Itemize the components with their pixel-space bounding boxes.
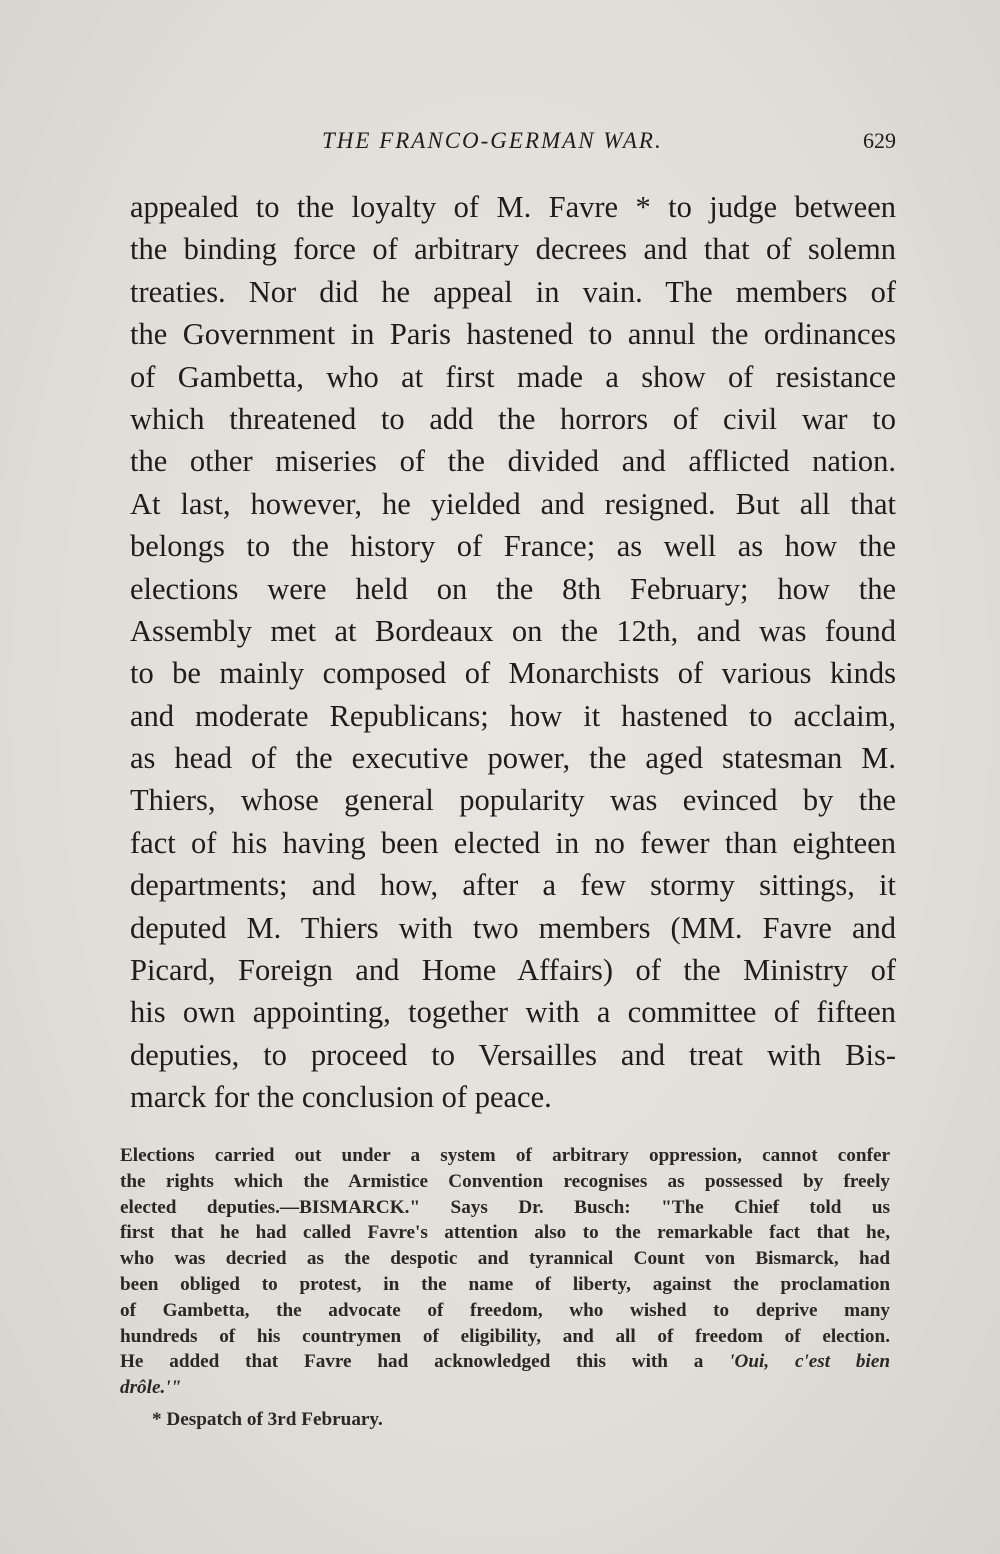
body-line: the Government in Paris hastened to annul the ordinances [130, 317, 896, 352]
footnote-french-quote: 'Oui, c'est bien [729, 1351, 891, 1373]
body-line: Assembly met at Bordeaux on the 12th, and was found [130, 613, 896, 648]
page-number: 629 [863, 128, 896, 153]
body-line: departments; and how, after a few stormy sittings, it [130, 868, 896, 903]
body-line: and moderate Republicans; how it hastened to acclaim, [130, 698, 896, 733]
footnote-line-with-quote [120, 1349, 890, 1375]
body-line: appealed to the loyalty of M. Favre * to judge between [130, 190, 896, 224]
footnote-line: who was decried as the despotic and tyrannical Count von Bismarck, had [120, 1248, 890, 1270]
body-line: Picard, Foreign and Home Affairs) of the Ministry of [130, 953, 896, 988]
body-line: as head of the executive power, the aged statesman M. [130, 741, 896, 776]
body-line: the other miseries of the divided and afflicted nation. [130, 444, 896, 479]
body-text [130, 186, 896, 1119]
body-line: of Gambetta, who at first made a show of resistance [130, 359, 896, 394]
footnote-line-text: He added that Favre had acknowledged this with a [120, 1351, 704, 1373]
body-line: his own appointing, together with a committee of fifteen [130, 995, 896, 1030]
body-line: deputies, to proceed to Versailles and treat with Bis- [130, 1037, 896, 1072]
body-line: elections were held on the 8th February; how the [130, 571, 896, 606]
body-line: the binding force of arbitrary decrees and that of solemn [130, 232, 896, 267]
footnote-french-quote-end: drôle.'" [120, 1377, 182, 1399]
running-title: THE FRANCO-GERMAN WAR. [322, 128, 663, 153]
footnote-line: the rights which the Armistice Convention recognises as possessed by freely [120, 1170, 890, 1192]
footnote-line: hundreds of his countrymen of eligibility, and all of freedom of election. [120, 1325, 890, 1347]
star-footnote: * Despatch of 3rd February. [152, 1408, 383, 1430]
running-head [130, 128, 896, 158]
footnote-line: been obliged to protest, in the name of liberty, against the proclamation [120, 1273, 890, 1295]
body-line: deputed M. Thiers with two members (MM. Favre and [130, 910, 896, 945]
body-line: treaties. Nor did he appeal in vain. The members of [130, 274, 896, 309]
body-line: At last, however, he yielded and resigned. But all that [130, 486, 896, 521]
body-line: which threatened to add the horrors of civil war to [130, 401, 896, 436]
body-line: fact of his having been elected in no fewer than eighteen [130, 825, 896, 860]
footnote-line: Elections carried out under a system of arbitrary oppression, cannot confer [120, 1145, 890, 1166]
footnote-line: elected deputies.—BISMARCK." Says Dr. Busch: "The Chief told us [120, 1196, 890, 1218]
footnote-line: of Gambetta, the advocate of freedom, who wished to deprive many [120, 1299, 890, 1321]
body-line: marck for the conclusion of peace. [130, 1080, 552, 1115]
body-line: Thiers, whose general popularity was evinced by the [130, 783, 896, 818]
body-line: to be mainly composed of Monarchists of various kinds [130, 656, 896, 691]
footnotes [120, 1143, 890, 1433]
footnote-line: first that he had called Favre's attention also to the remarkable fact that he, [120, 1222, 890, 1244]
body-line: belongs to the history of France; as well as how the [130, 529, 896, 564]
